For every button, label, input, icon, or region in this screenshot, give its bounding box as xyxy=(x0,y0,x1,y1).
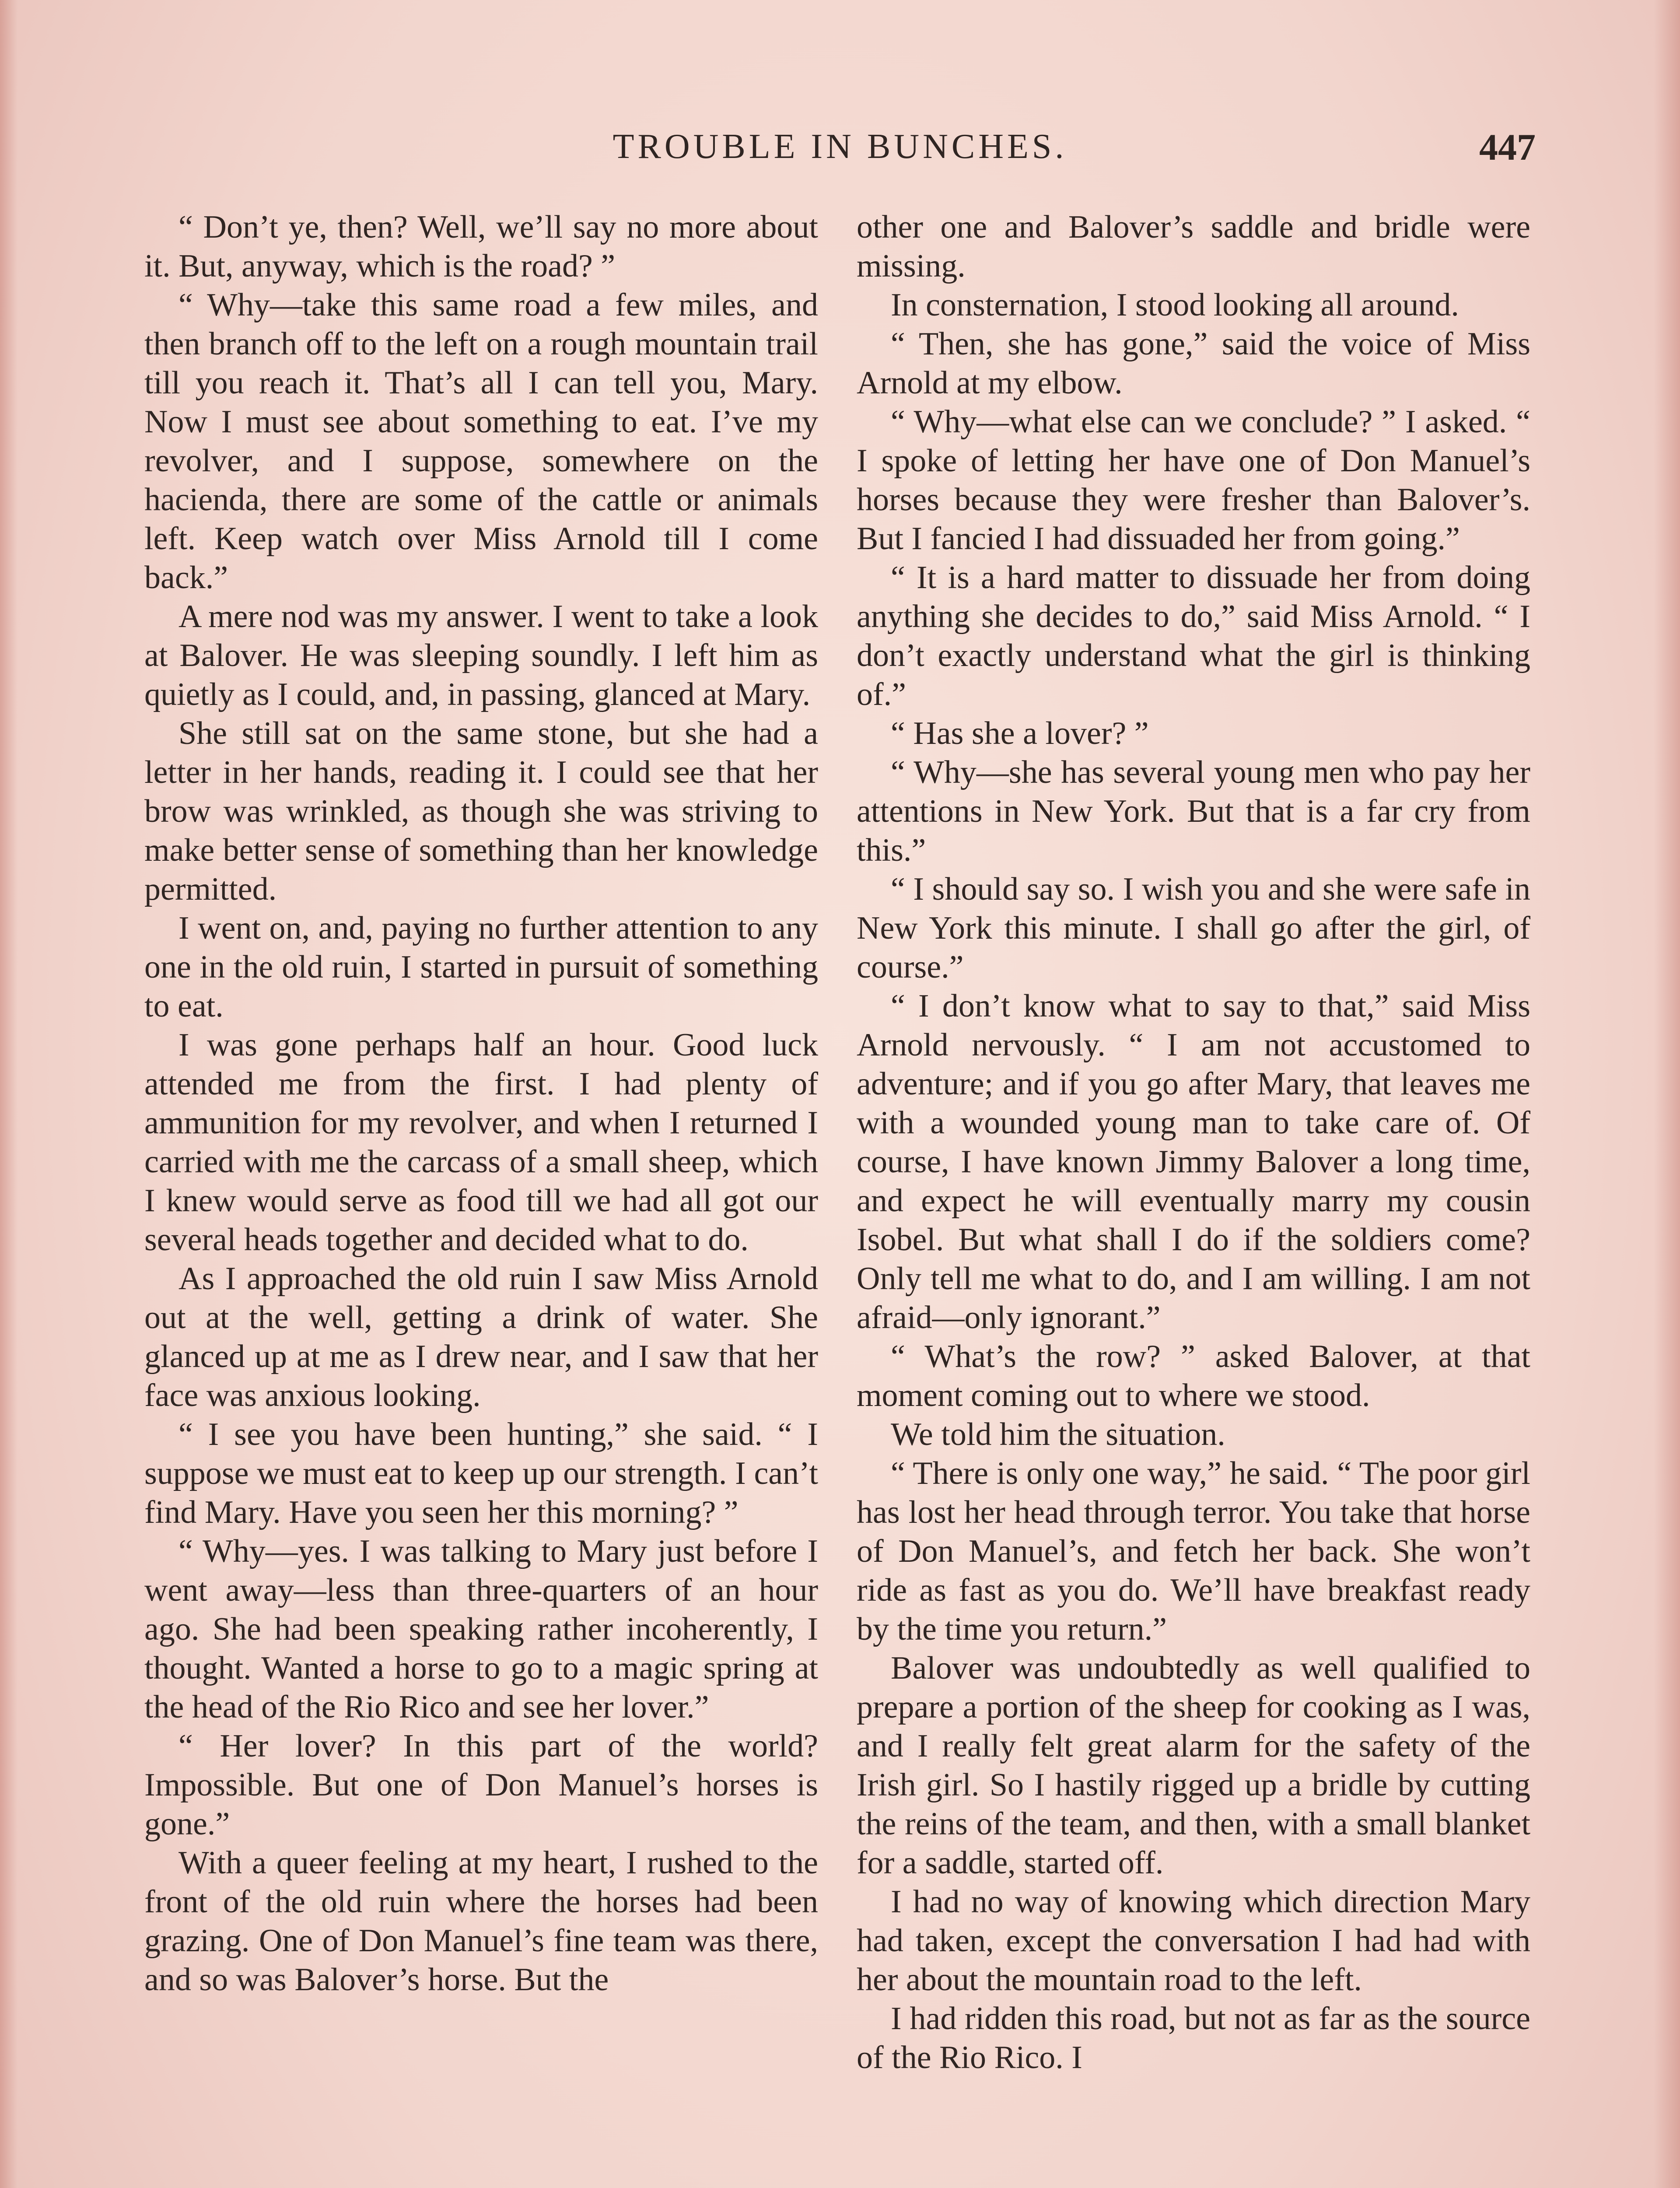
paragraph: “ Why—yes. I was talking to Mary just before I went away—less than three-quarters of an hour ago. She had been speaking rather incoherently, I thought. Wanted a horse to go to a magic spring at the head of the Rio Rico and see her lover.” xyxy=(144,1533,818,1725)
right-text-column xyxy=(857,208,1530,2077)
paragraph: “ Has she a lover? ” xyxy=(891,715,1149,751)
running-head: TROUBLE IN BUNCHES. xyxy=(612,127,1068,166)
paragraph: “ What’s the row? ” asked Balover, at that moment coming out to where we stood. xyxy=(857,1339,1530,1413)
paragraph: “ Don’t ye, then? Well, we’ll say no more about it. But, anyway, which is the road? ” xyxy=(144,209,818,284)
paragraph: A mere nod was my answer. I went to take a look at Balover. He was sleeping soundly. I left him as quietly as I could, and, in passing, glanced at Mary. xyxy=(144,599,818,712)
paragraph: “ Then, she has gone,” said the voice of Miss Arnold at my elbow. xyxy=(857,326,1530,401)
paragraph: “ It is a hard matter to dissuade her from doing anything she decides to do,” said Miss Arnold. “ I don’t exactly understand what the girl is thinking of.” xyxy=(857,560,1530,712)
paragraph: She still sat on the same stone, but she had a letter in her hands, reading it. I could see that her brow was wrinkled, as though she was striving to make better sense of something than her knowledge permitted. xyxy=(144,715,818,907)
paragraph: I was gone perhaps half an hour. Good luck attended me from the first. I had plenty of ammunition for my revolver, and when I returned I carried with me the carcass of a small sheep, which I knew would serve as food till we had all got our several heads together and decided what to do. xyxy=(144,1027,818,1258)
page-header xyxy=(144,127,1536,175)
page-edge-shadow-left xyxy=(0,0,18,2188)
paragraph: In consternation, I stood looking all around. xyxy=(891,287,1459,323)
page-number: 447 xyxy=(1479,126,1536,168)
paragraph: I had ridden this road, but not as far as the source of the Rio Rico. I xyxy=(857,2001,1530,2076)
paragraph: “ I should say so. I wish you and she were safe in New York this minute. I shall go after the girl, of course.” xyxy=(857,871,1530,985)
paragraph: “ I see you have been hunting,” she said. “ I suppose we must eat to keep up our strength. I can’t find Mary. Have you seen her this morning? ” xyxy=(144,1417,818,1530)
paragraph: other one and Balover’s saddle and bridle were missing. xyxy=(857,209,1530,284)
left-text-column xyxy=(144,208,818,1999)
paragraph: With a queer feeling at my heart, I rushed to the front of the old ruin where the horses had been grazing. One of Don Manuel’s fine team was there, and so was Balover’s horse. But the xyxy=(144,1845,818,1998)
paragraph: “ Why—she has several young men who pay her attentions in New York. But that is a far cry from this.” xyxy=(857,754,1530,868)
paragraph: I went on, and, paying no further attention to any one in the old ruin, I started in pursuit of something to eat. xyxy=(144,910,818,1024)
paragraph: “ There is only one way,” he said. “ The poor girl has lost her head through terror. You take that horse of Don Manuel’s, and fetch her back. She won’t ride as fast as you do. We’ll have breakfast ready by the time you return.” xyxy=(857,1455,1530,1647)
paragraph: “ Her lover? In this part of the world? Impossible. But one of Don Manuel’s horses is gone.” xyxy=(144,1728,818,1842)
paragraph: Balover was undoubtedly as well qualified to prepare a portion of the sheep for cooking as I was, and I really felt great alarm for the safety of the Irish girl. So I hastily rigged up a bridle by cutting the reins of the team, and then, with a small blanket for a saddle, started off. xyxy=(857,1650,1530,1881)
paragraph: I had no way of knowing which direction Mary had taken, except the conversation I had had with her about the mountain road to the left. xyxy=(857,1884,1530,1998)
paragraph: As I approached the old ruin I saw Miss Arnold out at the well, getting a drink of water. She glanced up at me as I drew near, and I saw that her face was anxious looking. xyxy=(144,1261,818,1413)
paragraph: “ Why—what else can we conclude? ” I asked. “ I spoke of letting her have one of Don Manuel’s horses because they were fresher than Balover’s. But I fancied I had dissuaded her from going.” xyxy=(857,404,1530,557)
paragraph: We told him the situation. xyxy=(891,1417,1225,1452)
paragraph: “ Why—take this same road a few miles, and then branch off to the left on a rough mountain trail till you reach it. That’s all I can tell you, Mary. Now I must see about something to eat. I’ve my revolver, and I suppose, somewhere on the hacienda, there are some of the cattle or animals left. Keep watch over Miss Arnold till I come back.” xyxy=(144,287,818,596)
paragraph: “ I don’t know what to say to that,” said Miss Arnold nervously. “ I am not accustomed to adventure; and if you go after Mary, that leaves me with a wounded young man to take care of. Of course, I have known Jimmy Balover a long time, and expect he will eventually marry my cousin Isobel. But what shall I do if the soldiers come? Only tell me what to do, and I am willing. I am not afraid—only ignorant.” xyxy=(857,988,1530,1336)
page-edge-shadow-right xyxy=(1654,0,1680,2188)
